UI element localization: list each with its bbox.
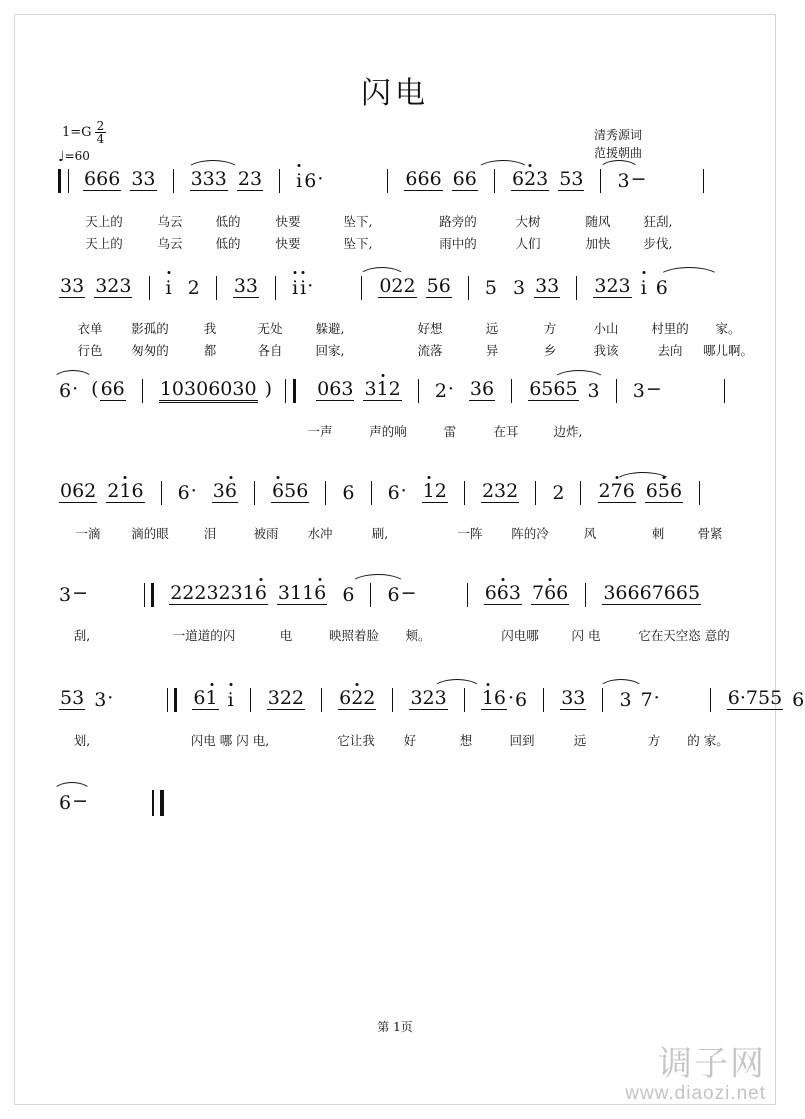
note-group: 36 <box>469 378 495 400</box>
note-sustain-dash: − <box>72 790 89 812</box>
lyric-row-1 <box>58 422 738 444</box>
note: 6 <box>792 689 805 711</box>
augmentation-dot: · <box>447 378 454 400</box>
lyric-syllable: 被雨 <box>253 526 279 541</box>
barline <box>161 481 162 505</box>
slur-arc <box>52 370 94 381</box>
slur-arc <box>552 370 606 381</box>
note-group: 766 <box>531 582 569 604</box>
lyric-syllable: 想 <box>459 733 473 748</box>
lyric-syllable: 天上的 <box>85 214 123 229</box>
note: 7 <box>640 689 653 711</box>
note-group: 622 <box>339 687 376 709</box>
lyric-syllable: 坠下, <box>343 236 373 251</box>
lyric-syllable: 快要 <box>275 236 301 251</box>
key-signature <box>62 120 106 145</box>
lyric-row-1 <box>58 626 738 648</box>
quarter-note-icon: ♩ <box>58 149 65 165</box>
barline <box>543 688 544 712</box>
lyric-syllable: 乡 <box>543 343 557 358</box>
barline <box>325 481 326 505</box>
note-group: 33 <box>233 275 258 297</box>
lyric-syllable: 颊。 <box>405 628 431 643</box>
lyric-syllable: 划, <box>73 733 91 748</box>
lyric-syllable: 一声 <box>307 424 333 439</box>
lyric-syllable: 异 <box>485 343 499 358</box>
note-row <box>58 790 738 834</box>
slur-arc <box>350 574 406 585</box>
barline <box>616 379 617 403</box>
lyric-syllable: 村里的 <box>651 321 689 336</box>
lyric-syllable: 流落 <box>417 343 443 358</box>
music-system-4 <box>58 480 738 546</box>
slur-arc <box>476 160 530 171</box>
lyric-syllable: 快要 <box>275 214 301 229</box>
note: 2 <box>552 482 565 504</box>
augmentation-dot: · <box>190 480 197 502</box>
note-group: 656 <box>645 480 683 502</box>
lyric-syllable: 都 <box>203 343 217 358</box>
note: 6 <box>655 277 668 299</box>
barline <box>275 276 276 300</box>
note: 6 <box>515 689 528 711</box>
barline <box>149 276 150 300</box>
barline <box>580 481 581 505</box>
barline <box>254 481 255 505</box>
note-group: 323 <box>410 687 447 709</box>
barline <box>464 481 465 505</box>
barline <box>699 481 700 505</box>
barline <box>467 583 468 607</box>
barline <box>600 169 601 193</box>
lyric-row-2 <box>58 341 754 363</box>
tempo-marking <box>58 148 90 164</box>
note-group: 10306030 <box>159 378 258 403</box>
lyric-syllable: 小山 <box>593 321 619 336</box>
note-group: 22232316 <box>170 582 267 604</box>
augmentation-dot: · <box>400 480 407 502</box>
barline <box>250 688 251 712</box>
note-group: 323 <box>95 275 132 297</box>
note-group: 23 <box>237 168 263 190</box>
note-group: 3116 <box>277 582 327 604</box>
note-group: 216 <box>107 480 144 502</box>
note: 6 <box>342 584 355 606</box>
note: 2 <box>434 380 447 402</box>
slur-arc <box>614 472 672 483</box>
barline <box>703 169 704 193</box>
lyric-syllable: 好想 <box>417 321 443 336</box>
lyric-syllable: 一道道的闪 <box>172 628 236 643</box>
note-group: 33 <box>131 168 156 190</box>
note-group: 063 <box>317 378 354 400</box>
barline <box>418 379 419 403</box>
note: 3 <box>632 380 645 402</box>
music-system-6 <box>58 687 805 753</box>
lyric-syllable: 步伐, <box>643 236 673 251</box>
barline <box>173 169 174 193</box>
lyric-syllable: 声的响 <box>369 424 407 439</box>
double-barline <box>167 688 177 712</box>
barline <box>142 379 143 403</box>
watermark-url: www.diaozi.net <box>625 1083 766 1104</box>
lyric-syllable: 匆匆的 <box>131 343 169 358</box>
lyric-syllable: 一阵 <box>457 526 483 541</box>
augmentation-dot: · <box>653 687 660 709</box>
note: 6 <box>59 380 72 402</box>
lyric-syllable: 一滴 <box>75 526 101 541</box>
note: 3 <box>512 277 526 299</box>
slur-arc <box>598 679 644 690</box>
note-group: 33 <box>535 275 560 297</box>
lyric-syllable: 行色 <box>77 343 103 358</box>
note-group: 61 <box>193 687 218 709</box>
note-group: 66 <box>452 168 477 190</box>
note: 3 <box>587 380 600 402</box>
note-group: 16 <box>481 687 507 709</box>
barline <box>468 276 469 300</box>
note-sustain-dash: − <box>645 378 662 400</box>
lyric-syllable: 闪 电 <box>571 628 601 643</box>
lyric-syllable: 泪 <box>203 526 217 541</box>
note-group: 232 <box>481 480 519 502</box>
note: 6 <box>177 482 190 504</box>
note: 6 <box>387 584 400 606</box>
lyric-syllable: 家。 <box>715 321 741 336</box>
double-barline <box>144 583 154 607</box>
lyric-syllable: 躲避, <box>315 321 345 336</box>
note-group: 656 <box>272 480 309 502</box>
watermark-site-name: 调子网 <box>658 1043 766 1084</box>
credits <box>594 126 642 162</box>
lyricist-credit: 清秀源词 <box>593 128 642 142</box>
lyric-syllable: 乌云 <box>157 236 183 251</box>
time-signature-numerator: 2 <box>96 119 105 133</box>
tempo-value: =60 <box>64 149 90 163</box>
augmentation-dot: · <box>307 275 314 297</box>
note-group: 312 <box>364 378 401 400</box>
lyric-syllable: 它在天空恣 意的 <box>638 628 730 643</box>
note-row <box>58 275 738 319</box>
note-group: 12 <box>422 480 447 502</box>
slur-arc <box>358 267 406 278</box>
note-row <box>58 480 738 524</box>
lyric-syllable: 我 <box>203 321 217 336</box>
lyric-syllable: 乌云 <box>157 214 183 229</box>
lyric-syllable: 方 <box>543 321 557 336</box>
lyric-syllable: 映照着脸 <box>328 628 380 643</box>
barline <box>370 583 371 607</box>
final-barline <box>152 790 164 816</box>
lyric-syllable: 随风 <box>585 214 611 229</box>
note-row <box>58 378 738 422</box>
time-signature-denominator: 4 <box>96 132 105 146</box>
note-group: 6·755 <box>727 687 783 709</box>
repeat-end-barline <box>285 379 296 403</box>
lyric-row-1 <box>58 319 741 341</box>
note: 6 <box>342 482 355 504</box>
note-row <box>58 168 738 212</box>
note-group: 666 <box>84 168 121 190</box>
note-group: 323 <box>594 275 631 297</box>
lyric-syllable: 刺 <box>651 526 665 541</box>
note-group: 53 <box>60 687 85 709</box>
barline <box>511 379 512 403</box>
repeat-start-barline <box>58 169 69 193</box>
note-group: 66 <box>100 378 125 400</box>
lyric-syllable: 风 <box>583 526 597 541</box>
lyric-syllable: 哪儿啊。 <box>702 343 754 358</box>
barline <box>602 688 603 712</box>
note: 5 <box>484 277 497 299</box>
note-row <box>58 582 738 626</box>
lyric-syllable: 各自 <box>257 343 283 358</box>
note: i <box>640 277 647 299</box>
barline <box>371 481 372 505</box>
lyric-syllable: 我该 <box>593 343 619 358</box>
note-group: 33 <box>60 275 85 297</box>
note: 3 <box>619 689 632 711</box>
note-group: 53 <box>559 168 584 190</box>
barline <box>535 481 536 505</box>
ossia-open-paren: ( <box>91 378 99 400</box>
note-sustain-dash: − <box>72 582 89 604</box>
note: 3 <box>94 689 107 711</box>
lyric-row-1 <box>58 524 738 546</box>
barline <box>464 688 465 712</box>
lyric-syllable: 好 <box>403 733 417 748</box>
barline <box>576 276 577 300</box>
lyric-syllable: 天上的 <box>85 236 123 251</box>
page-number: 第 1页 <box>377 1020 413 1034</box>
lyric-syllable: 无处 <box>257 321 283 336</box>
slur-arc <box>432 679 482 690</box>
note: i <box>227 689 234 711</box>
barline <box>387 169 388 193</box>
barline <box>724 379 725 403</box>
composer-credit: 范援朝曲 <box>593 146 642 160</box>
barline <box>585 583 586 607</box>
note-group: 333 <box>190 168 227 190</box>
note-group: 33 <box>561 687 586 709</box>
note-sustain-dash: − <box>400 582 417 604</box>
note-sustain-dash: − <box>630 168 647 190</box>
lyric-syllable: 回到 <box>509 733 535 748</box>
slur-arc <box>186 160 240 171</box>
augmentation-dot: · <box>107 687 114 709</box>
note-row <box>58 687 805 731</box>
lyric-row-1 <box>58 212 738 234</box>
note: i <box>300 277 307 299</box>
lyric-syllable: 它让我 <box>337 733 375 748</box>
lyric-syllable: 闪电 哪 闪 电, <box>190 733 270 748</box>
lyric-syllable: 的 家。 <box>687 733 729 748</box>
note-group: 56 <box>426 275 451 297</box>
barline <box>361 276 362 300</box>
lyric-syllable: 加快 <box>585 236 611 251</box>
lyric-syllable: 去向 <box>657 343 683 358</box>
lyric-syllable: 阵的冷 <box>511 526 549 541</box>
lyric-syllable: 远 <box>573 733 587 748</box>
ossia-close-paren: ) <box>264 378 273 400</box>
note: 6 <box>304 170 317 192</box>
lyric-syllable: 回家, <box>315 343 345 358</box>
note: 3 <box>59 584 72 606</box>
augmentation-dot: · <box>508 687 515 709</box>
lyric-syllable: 刷, <box>371 526 389 541</box>
barline <box>494 169 495 193</box>
lyric-syllable: 路旁的 <box>439 214 477 229</box>
barline <box>279 169 280 193</box>
lyric-syllable: 低的 <box>215 214 241 229</box>
barline <box>392 688 393 712</box>
note: 6 <box>387 482 400 504</box>
lyric-syllable: 在耳 <box>493 424 519 439</box>
time-signature <box>95 120 107 145</box>
page-title: 闪电 <box>361 76 429 111</box>
note-group: 663 <box>484 582 521 604</box>
music-system-1 <box>58 168 738 256</box>
note-group: 36667665 <box>603 582 701 604</box>
slur-arc <box>52 782 92 793</box>
augmentation-dot: · <box>72 378 79 400</box>
note-group: 666 <box>405 168 442 190</box>
note: 2 <box>187 277 200 299</box>
lyric-syllable: 雨中的 <box>439 236 477 251</box>
barline <box>216 276 217 300</box>
note-group: 322 <box>267 687 304 709</box>
lyric-syllable: 人们 <box>515 236 541 251</box>
music-system-5 <box>58 582 738 648</box>
lyric-syllable: 滴的眼 <box>131 526 169 541</box>
music-system-7 <box>58 790 738 834</box>
lyric-syllable: 狂刮, <box>643 214 673 229</box>
music-system-3 <box>58 378 738 444</box>
barline <box>321 688 322 712</box>
watermark <box>625 1043 766 1105</box>
note-group: 062 <box>60 480 97 502</box>
lyric-syllable: 方 <box>647 733 661 748</box>
lyric-syllable: 骨紧 <box>697 526 723 541</box>
key-signature-text: 1=G <box>62 125 92 140</box>
lyric-syllable: 坠下, <box>343 214 373 229</box>
note: 3 <box>617 170 630 192</box>
note: i <box>292 277 299 299</box>
note-group: 6565 <box>529 378 578 400</box>
barline <box>710 688 711 712</box>
note-group: 623 <box>511 168 549 190</box>
lyric-syllable: 影孤的 <box>131 321 169 336</box>
slur-arc <box>658 267 720 278</box>
music-system-2 <box>58 275 754 363</box>
note-group: 276 <box>598 480 635 502</box>
lyric-syllable: 闪电哪 <box>501 628 539 643</box>
lyric-syllable: 电 <box>279 628 293 643</box>
note: i <box>296 170 303 192</box>
note-group: 36 <box>212 480 237 502</box>
lyric-syllable: 低的 <box>215 236 241 251</box>
note-group: 022 <box>379 275 416 297</box>
lyric-row-2 <box>58 234 738 256</box>
lyric-syllable: 水冲 <box>307 526 333 541</box>
lyric-syllable: 边炸, <box>553 424 583 439</box>
lyric-syllable: 刮, <box>73 628 91 643</box>
lyric-syllable: 衣单 <box>77 321 103 336</box>
augmentation-dot: · <box>317 168 324 190</box>
note: 6 <box>59 792 72 814</box>
lyric-syllable: 大树 <box>515 214 541 229</box>
note: i <box>165 277 172 299</box>
lyric-syllable: 远 <box>485 321 499 336</box>
lyric-row-1 <box>58 731 738 753</box>
lyric-syllable: 雷 <box>443 424 457 439</box>
